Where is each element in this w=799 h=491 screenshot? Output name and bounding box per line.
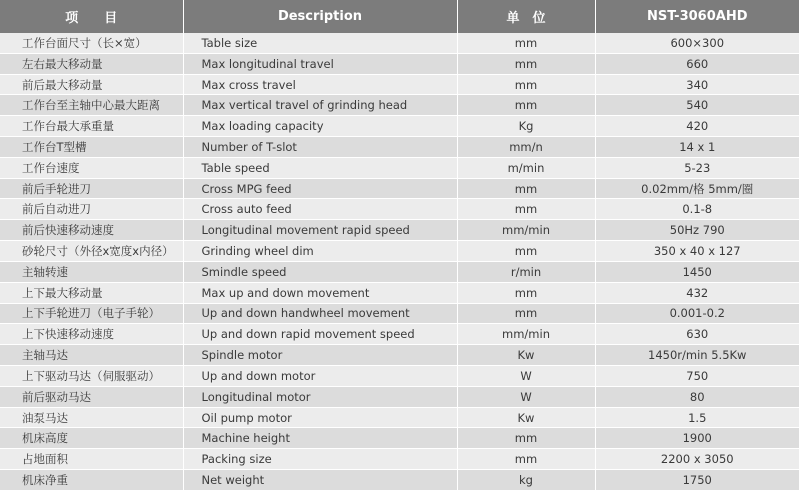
cell-item: 油泵马达 bbox=[0, 407, 183, 428]
cell-unit: mm bbox=[457, 33, 595, 53]
cell-item: 上下驱动马达（伺服驱动） bbox=[0, 365, 183, 386]
cell-value: 600×300 bbox=[595, 33, 799, 53]
table-row bbox=[0, 199, 799, 220]
cell-value: 1450r/min 5.5Kw bbox=[595, 345, 799, 366]
table-row bbox=[0, 261, 799, 282]
cell-description: Max loading capacity bbox=[183, 116, 457, 137]
cell-unit: mm bbox=[457, 95, 595, 116]
cell-value: 1.5 bbox=[595, 407, 799, 428]
cell-description: Cross auto feed bbox=[183, 199, 457, 220]
cell-unit: mm bbox=[457, 428, 595, 449]
cell-value: 1450 bbox=[595, 261, 799, 282]
cell-item: 机床净重 bbox=[0, 470, 183, 491]
cell-item: 前后手轮进刀 bbox=[0, 178, 183, 199]
table-row bbox=[0, 324, 799, 345]
table-row bbox=[0, 137, 799, 158]
header-unit: 单 位 bbox=[457, 0, 595, 33]
cell-value: 432 bbox=[595, 282, 799, 303]
table-row bbox=[0, 345, 799, 366]
cell-unit: mm bbox=[457, 74, 595, 95]
cell-description: Longitudinal motor bbox=[183, 386, 457, 407]
cell-unit: mm/min bbox=[457, 324, 595, 345]
cell-unit: mm bbox=[457, 241, 595, 262]
cell-item: 主轴马达 bbox=[0, 345, 183, 366]
cell-value: 50Hz 790 bbox=[595, 220, 799, 241]
cell-value: 0.001-0.2 bbox=[595, 303, 799, 324]
cell-item: 左右最大移动量 bbox=[0, 53, 183, 74]
table-row bbox=[0, 386, 799, 407]
cell-unit: r/min bbox=[457, 261, 595, 282]
spec-table-body bbox=[0, 33, 799, 491]
cell-item: 前后驱动马达 bbox=[0, 386, 183, 407]
spec-table-header bbox=[0, 0, 799, 33]
table-row bbox=[0, 33, 799, 53]
table-row bbox=[0, 74, 799, 95]
cell-item: 上下手轮进刀（电子手轮） bbox=[0, 303, 183, 324]
table-row bbox=[0, 157, 799, 178]
cell-unit: mm/n bbox=[457, 137, 595, 158]
header-description: Description bbox=[183, 0, 457, 33]
cell-unit: mm bbox=[457, 282, 595, 303]
cell-item: 工作台T型槽 bbox=[0, 137, 183, 158]
cell-description: Longitudinal movement rapid speed bbox=[183, 220, 457, 241]
cell-description: Max cross travel bbox=[183, 74, 457, 95]
cell-item: 前后快速移动速度 bbox=[0, 220, 183, 241]
cell-unit: mm bbox=[457, 199, 595, 220]
cell-unit: mm bbox=[457, 178, 595, 199]
cell-unit: mm bbox=[457, 303, 595, 324]
cell-unit: Kw bbox=[457, 345, 595, 366]
cell-description: Table speed bbox=[183, 157, 457, 178]
header-item: 项 目 bbox=[0, 0, 183, 33]
cell-description: Table size bbox=[183, 33, 457, 53]
cell-item: 工作台速度 bbox=[0, 157, 183, 178]
cell-value: 350 x 40 x 127 bbox=[595, 241, 799, 262]
cell-description: Oil pump motor bbox=[183, 407, 457, 428]
cell-description: Grinding wheel dim bbox=[183, 241, 457, 262]
cell-item: 砂轮尺寸（外径x宽度x内径） bbox=[0, 241, 183, 262]
cell-description: Up and down rapid movement speed bbox=[183, 324, 457, 345]
cell-value: 1900 bbox=[595, 428, 799, 449]
table-row bbox=[0, 95, 799, 116]
cell-value: 0.1-8 bbox=[595, 199, 799, 220]
cell-item: 前后自动进刀 bbox=[0, 199, 183, 220]
cell-description: Up and down motor bbox=[183, 365, 457, 386]
cell-description: Up and down handwheel movement bbox=[183, 303, 457, 324]
table-row bbox=[0, 303, 799, 324]
cell-value: 1750 bbox=[595, 470, 799, 491]
cell-unit: W bbox=[457, 365, 595, 386]
cell-unit: W bbox=[457, 386, 595, 407]
cell-value: 5-23 bbox=[595, 157, 799, 178]
table-row bbox=[0, 282, 799, 303]
cell-value: 660 bbox=[595, 53, 799, 74]
cell-description: Cross MPG feed bbox=[183, 178, 457, 199]
cell-item: 上下最大移动量 bbox=[0, 282, 183, 303]
cell-value: 2200 x 3050 bbox=[595, 449, 799, 470]
cell-description: Packing size bbox=[183, 449, 457, 470]
cell-value: 630 bbox=[595, 324, 799, 345]
cell-description: Spindle motor bbox=[183, 345, 457, 366]
table-row bbox=[0, 365, 799, 386]
cell-unit: kg bbox=[457, 470, 595, 491]
table-row bbox=[0, 449, 799, 470]
cell-item: 工作台至主轴中心最大距离 bbox=[0, 95, 183, 116]
cell-item: 工作台面尺寸（长×宽） bbox=[0, 33, 183, 53]
cell-description: Machine height bbox=[183, 428, 457, 449]
table-row bbox=[0, 428, 799, 449]
cell-unit: Kw bbox=[457, 407, 595, 428]
cell-item: 前后最大移动量 bbox=[0, 74, 183, 95]
table-row bbox=[0, 220, 799, 241]
cell-description: Max vertical travel of grinding head bbox=[183, 95, 457, 116]
cell-value: 14 x 1 bbox=[595, 137, 799, 158]
header-row bbox=[0, 0, 799, 33]
cell-value: 80 bbox=[595, 386, 799, 407]
table-row bbox=[0, 241, 799, 262]
cell-item: 占地面积 bbox=[0, 449, 183, 470]
cell-item: 主轴转速 bbox=[0, 261, 183, 282]
cell-value: 340 bbox=[595, 74, 799, 95]
cell-value: 0.02mm/格 5mm/圈 bbox=[595, 178, 799, 199]
cell-description: Max longitudinal travel bbox=[183, 53, 457, 74]
cell-description: Max up and down movement bbox=[183, 282, 457, 303]
cell-item: 上下快速移动速度 bbox=[0, 324, 183, 345]
cell-description: Smindle speed bbox=[183, 261, 457, 282]
cell-item: 工作台最大承重量 bbox=[0, 116, 183, 137]
cell-unit: m/min bbox=[457, 157, 595, 178]
cell-description: Net weight bbox=[183, 470, 457, 491]
cell-unit: mm bbox=[457, 53, 595, 74]
table-row bbox=[0, 116, 799, 137]
table-row bbox=[0, 407, 799, 428]
cell-description: Number of T-slot bbox=[183, 137, 457, 158]
cell-value: 750 bbox=[595, 365, 799, 386]
table-row bbox=[0, 53, 799, 74]
table-row bbox=[0, 470, 799, 491]
cell-value: 420 bbox=[595, 116, 799, 137]
cell-value: 540 bbox=[595, 95, 799, 116]
cell-item: 机床高度 bbox=[0, 428, 183, 449]
header-model: NST-3060AHD bbox=[595, 0, 799, 33]
cell-unit: Kg bbox=[457, 116, 595, 137]
cell-unit: mm/min bbox=[457, 220, 595, 241]
cell-unit: mm bbox=[457, 449, 595, 470]
table-row bbox=[0, 178, 799, 199]
